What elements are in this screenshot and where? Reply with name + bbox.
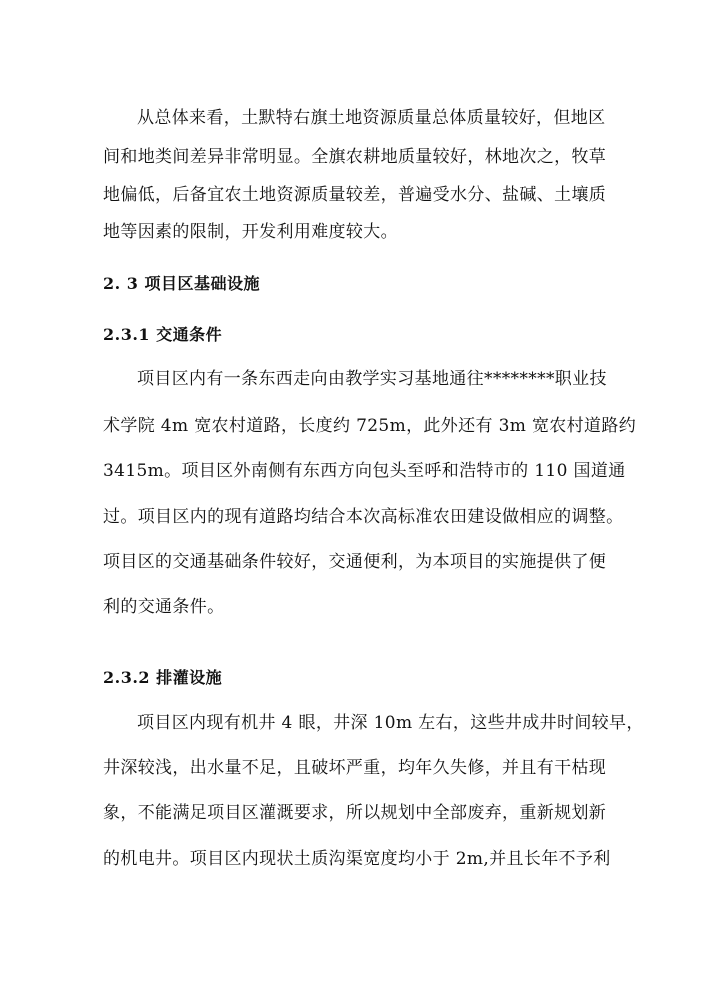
paragraph-line: 项目区的交通基础条件较好，交通便利，为本项目的实施提供了便 xyxy=(103,552,607,572)
paragraph-line: 项目区内有一条东西走向由教学实习基地通往********职业技 xyxy=(137,369,607,389)
section-heading-2-3-1: 2.3.1 交通条件 xyxy=(103,325,223,344)
paragraph-line: 项目区内现有机井 4 眼，井深 10m 左右，这些井成井时间较早， xyxy=(137,713,644,733)
paragraph-line: 的机电井。项目区内现状土质沟渠宽度均小于 2m,并且长年不予利 xyxy=(103,849,611,869)
paragraph-line: 象，不能满足项目区灌溉要求，所以规划中全部废弃，重新规划新 xyxy=(103,803,607,823)
paragraph-line: 术学院 4m 宽农村道路，长度约 725m，此外还有 3m 宽农村道路约 xyxy=(103,416,637,436)
paragraph-line: 从总体来看，土默特右旗土地资源质量总体质量较好，但地区 xyxy=(137,108,606,128)
paragraph-line: 间和地类间差异非常明显。全旗农耕地质量较好，林地次之，牧草 xyxy=(103,147,607,167)
paragraph-line: 地偏低，后备宜农土地资源质量较差，普遍受水分、盐碱、土壤质 xyxy=(103,185,607,205)
section-heading-2-3: 2. 3 项目区基础设施 xyxy=(103,274,260,293)
paragraph-line: 过。项目区内的现有道路均结合本次高标准农田建设做相应的调整。 xyxy=(103,507,624,527)
paragraph-line: 3415m。项目区外南侧有东西方向包头至呼和浩特市的 110 国道通 xyxy=(103,461,626,481)
section-heading-2-3-2: 2.3.2 排灌设施 xyxy=(103,668,223,687)
paragraph-line: 利的交通条件。 xyxy=(103,597,225,617)
paragraph-line: 井深较浅，出水量不足，且破坏严重，均年久失修，并且有干枯现 xyxy=(103,758,607,778)
paragraph-line: 地等因素的限制，开发利用难度较大。 xyxy=(103,222,398,242)
